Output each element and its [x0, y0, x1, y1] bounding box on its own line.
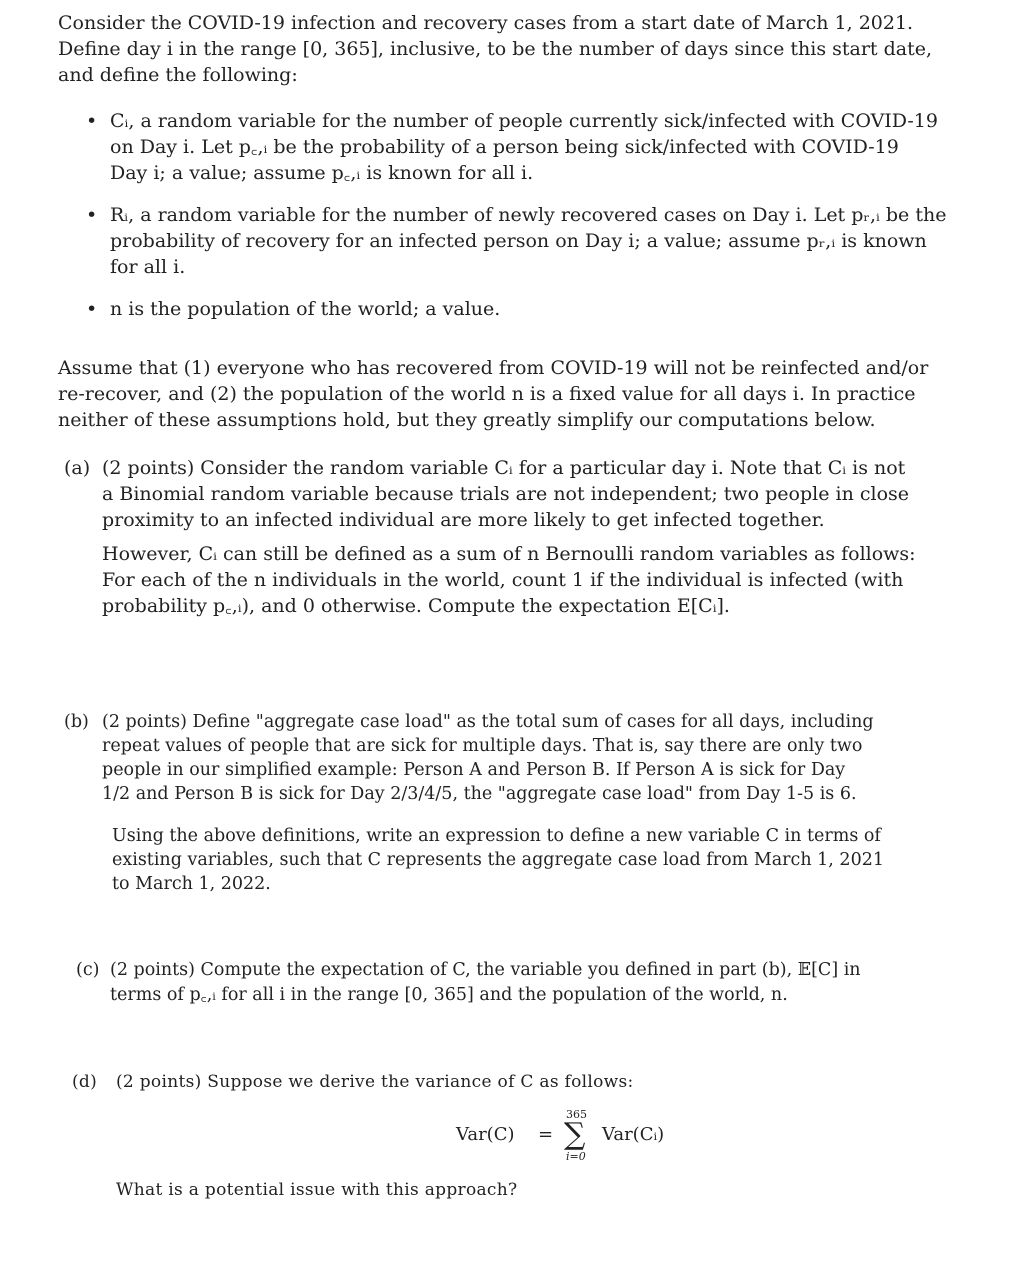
formula-rhs: Var(Cᵢ) — [602, 1124, 665, 1145]
part-c-line: terms of p꜀,ᵢ for all i in the range [0, 365] and the population of the world, n. — [110, 985, 788, 1005]
sum-upper-limit: 365 — [566, 1108, 587, 1121]
part-label: (a) — [64, 457, 91, 479]
intro-line: Define day i in the range [0, 365], inclusive, to be the number of days since this start date, — [58, 38, 933, 60]
assumption-line: re-recover, and (2) the population of the world n is a fixed value for all days i. In practice — [58, 383, 916, 405]
sum-lower-limit: i=0 — [566, 1150, 586, 1163]
part-d-question — [116, 1178, 816, 1202]
part-c-line: (2 points) Compute the expectation of C, the variable you defined in part (b), 𝔼[C] in — [110, 960, 861, 980]
part-b-line: (2 points) Define "aggregate case load" as the total sum of cases for all days, including — [102, 712, 874, 732]
intro-line: and define the following: — [58, 64, 298, 86]
part-b-line: repeat values of people that are sick for multiple days. That is, say there are only two — [102, 736, 863, 756]
part-b-line: people in our simplified example: Person A and Person B. If Person A is sick for Day — [102, 760, 846, 780]
part-d-question-line: What is a potential issue with this approach? — [116, 1180, 518, 1200]
part-b-line: to March 1, 2022. — [112, 874, 271, 894]
part-a-line: For each of the n individuals in the world, count 1 if the individual is infected (with — [102, 569, 904, 591]
part-d-line: (2 points) Suppose we derive the variance of C as follows: — [116, 1072, 634, 1092]
definition-line: for all i. — [110, 256, 186, 278]
bullet-icon: • — [86, 204, 98, 226]
intro-paragraph — [58, 10, 933, 88]
part-label: (d) — [72, 1072, 98, 1092]
bullet-icon: • — [86, 110, 98, 132]
definition-line: Rᵢ, a random variable for the number of newly recovered cases on Day i. Let pᵣ,ᵢ be the — [110, 204, 947, 226]
formula-lhs: Var(C) — [456, 1124, 515, 1145]
part-b-line: 1/2 and Person B is sick for Day 2/3/4/5, the "aggregate case load" from Day 1-5 is 6. — [102, 784, 857, 804]
bullet-icon: • — [86, 298, 98, 320]
definition-line: probability of recovery for an infected person on Day i; a value; assume pᵣ,ᵢ is known — [110, 230, 927, 252]
variance-formula — [456, 1106, 696, 1166]
assumption-line: neither of these assumptions hold, but they greatly simplify our computations below. — [58, 409, 876, 431]
part-label: (c) — [76, 960, 100, 980]
part-a-line: a Binomial random variable because trials are not independent; two people in close — [102, 483, 910, 505]
definition-line: on Day i. Let p꜀,ᵢ be the probability of a person being sick/infected with COVID-19 — [110, 136, 899, 158]
part-label: (b) — [64, 712, 89, 732]
intro-line: Consider the COVID-19 infection and recovery cases from a start date of March 1, 2021. — [58, 12, 914, 34]
definition-line: Cᵢ, a random variable for the number of people currently sick/infected with COVID-19 — [110, 110, 938, 132]
definition-line: Day i; a value; assume p꜀,ᵢ is known for all i. — [110, 162, 534, 184]
formula-equals: = — [538, 1124, 554, 1145]
part-a-line: (2 points) Consider the random variable Cᵢ for a particular day i. Note that Cᵢ is not — [102, 457, 906, 479]
part-b-line: Using the above definitions, write an expression to define a new variable C in terms of — [112, 826, 881, 846]
part-b-line: existing variables, such that C represents the aggregate case load from March 1, 2021 — [112, 850, 884, 870]
definition-line: n is the population of the world; a value. — [110, 298, 501, 320]
assumptions-paragraph — [58, 355, 929, 433]
part-a-line: proximity to an infected individual are more likely to get infected together. — [102, 509, 825, 531]
assumption-line: Assume that (1) everyone who has recovered from COVID-19 will not be reinfected and/or — [58, 357, 929, 379]
summation-icon: ∑ — [564, 1117, 586, 1152]
part-a-line: However, Cᵢ can still be defined as a sum of n Bernoulli random variables as follows: — [102, 543, 916, 565]
part-a-line: probability p꜀,ᵢ), and 0 otherwise. Compute the expectation E[Cᵢ]. — [102, 595, 730, 617]
